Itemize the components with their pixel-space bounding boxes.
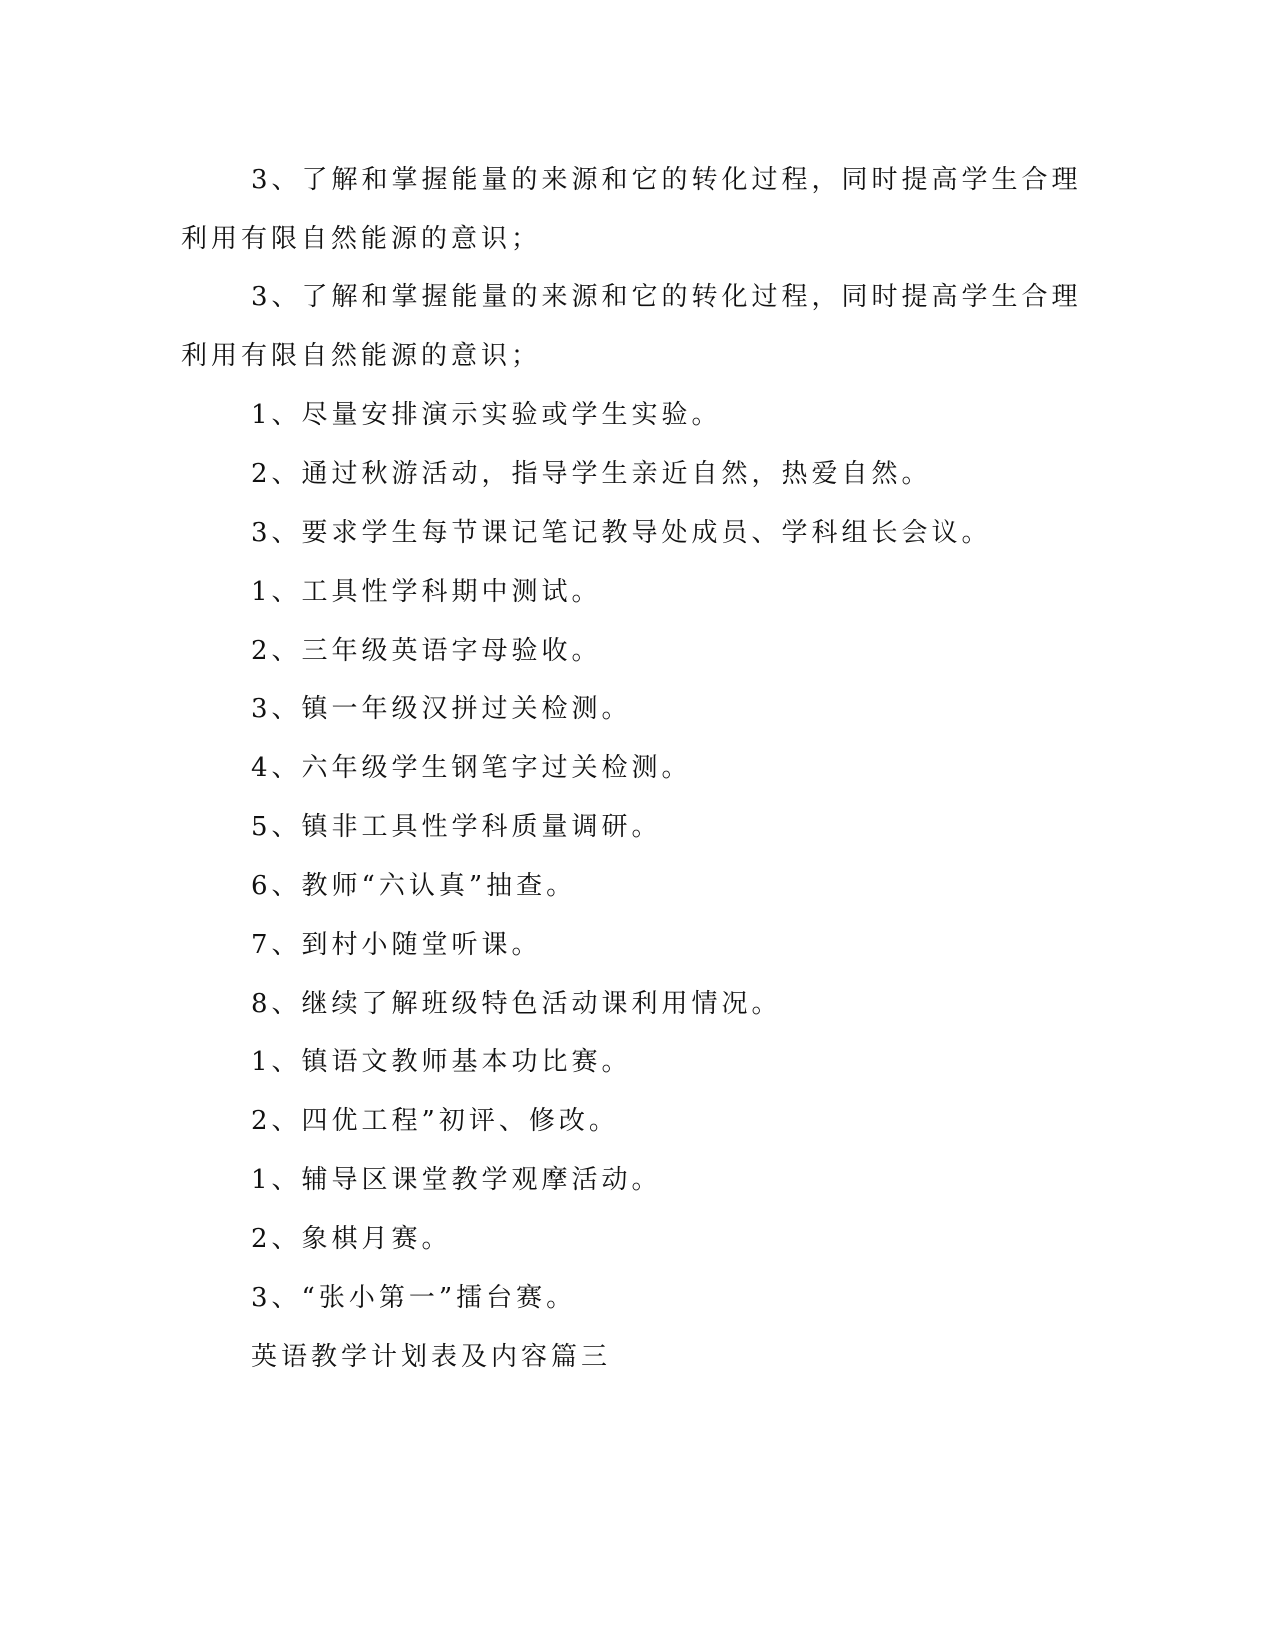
list-item: 1、辅导区课堂教学观摩活动。 xyxy=(251,1165,662,1195)
paragraph-energy-2-line1: 3、了解和掌握能量的来源和它的转化过程，同时提高学生合理 xyxy=(251,282,1082,312)
list-item: 2、三年级英语字母验收。 xyxy=(251,636,602,666)
list-item: 3、要求学生每节课记笔记教导处成员、学科组长会议。 xyxy=(251,518,992,548)
list-item: 1、工具性学科期中测试。 xyxy=(251,577,602,607)
paragraph-energy-2-line2: 利用有限自然能源的意识； xyxy=(181,341,542,371)
list-item: 4、六年级学生钢笔字过关检测。 xyxy=(251,753,692,783)
list-item: 3、镇一年级汉拼过关检测。 xyxy=(251,694,632,724)
list-item: 2、四优工程”初评、修改。 xyxy=(251,1106,619,1136)
list-item: 7、到村小随堂听课。 xyxy=(251,930,542,960)
list-item: 2、通过秋游活动，指导学生亲近自然，热爱自然。 xyxy=(251,459,932,489)
list-item: 3、“张小第一”擂台赛。 xyxy=(251,1283,577,1313)
list-item: 1、尽量安排演示实验或学生实验。 xyxy=(251,400,722,430)
list-item: 6、教师“六认真”抽查。 xyxy=(251,871,577,901)
list-item: 2、象棋月赛。 xyxy=(251,1224,452,1254)
paragraph-energy-1-line2: 利用有限自然能源的意识； xyxy=(181,224,542,254)
list-item: 5、镇非工具性学科质量调研。 xyxy=(251,812,662,842)
list-item: 8、继续了解班级特色活动课利用情况。 xyxy=(251,989,782,1019)
paragraph-energy-1-line1: 3、了解和掌握能量的来源和它的转化过程，同时提高学生合理 xyxy=(251,165,1082,195)
section-heading: 英语教学计划表及内容篇三 xyxy=(251,1342,612,1372)
list-item: 1、镇语文教师基本功比赛。 xyxy=(251,1047,632,1077)
